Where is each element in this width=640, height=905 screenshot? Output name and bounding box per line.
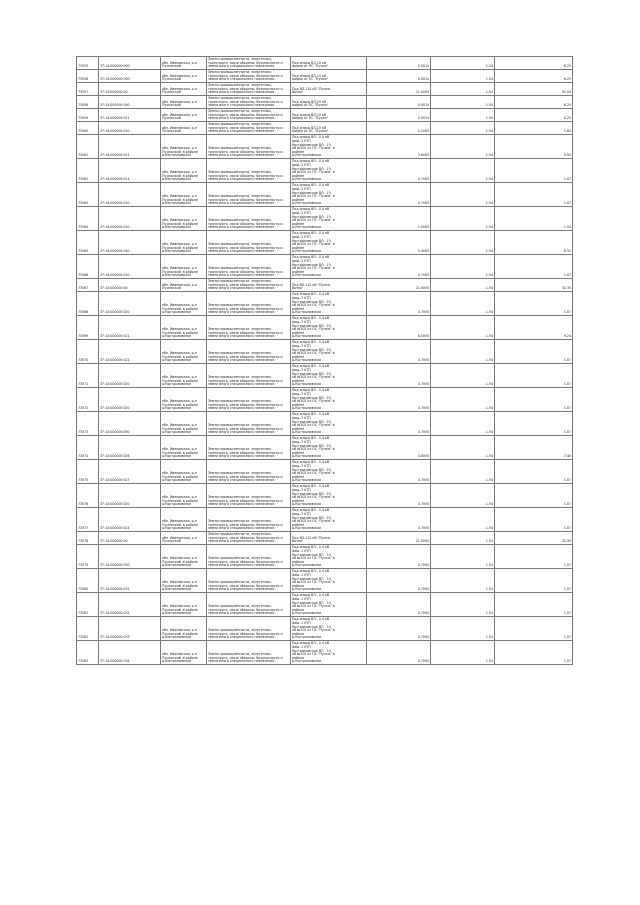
- amount-cell: 1.07: [495, 364, 573, 388]
- row-number-cell: 73556: [77, 70, 99, 83]
- table-row: [77, 641, 573, 665]
- address-cell: обл. Ивановская, р-н Пучежский: [161, 96, 207, 109]
- address-cell: обл. Ивановская, р-н Пучежский: [161, 532, 207, 545]
- rate-cell: 1.54: [431, 484, 495, 508]
- row-number-cell: 73580: [77, 569, 99, 593]
- address-cell: обл. Ивановская, р-н Пучежский, в районе д.Кострыновское: [161, 460, 207, 484]
- area-cell: 0.7000: [367, 412, 431, 436]
- land-plot-table: [76, 56, 573, 665]
- area-cell: 5.4000: [367, 231, 431, 255]
- land-category-cell: Земли промышленности, энергетики, транспорта, связи обороны, безопасности и земли иного специального назначения: [207, 617, 291, 641]
- amount-cell: 6.25: [495, 96, 573, 109]
- permitted-use-cell: Под опоры ВЛ - 0,4 кВ фид.-1 КТП Кострыновское ВЛ - 10 кВ №102 от ПС "Пучеж" в районе д.Кострыновское: [291, 484, 367, 508]
- amount-cell: 1.07: [495, 641, 573, 665]
- table-row: [77, 292, 573, 316]
- amount-cell: 1.07: [495, 617, 573, 641]
- cadastral-number-cell: 37:14:000000:000: [99, 70, 161, 83]
- table-row: [77, 617, 573, 641]
- row-number-cell: 73570: [77, 340, 99, 364]
- land-category-cell: Земли промышленности, энергетики, транспорта, связи обороны, безопасности и земли иного специального назначения: [207, 436, 291, 460]
- amount-cell: 1.07: [495, 255, 573, 279]
- address-cell: обл. Ивановская, р-н Пучежский, в районе д.Кострыновское: [161, 364, 207, 388]
- amount-cell: 92.00: [495, 83, 573, 96]
- amount-cell: 1.54: [495, 207, 573, 231]
- cadastral-number-cell: 37:14:000000:022: [99, 340, 161, 364]
- table-row: [77, 122, 573, 135]
- rate-cell: 1.54: [431, 96, 495, 109]
- row-number-cell: 73565: [77, 231, 99, 255]
- permitted-use-cell: Под опоры ВЛ - 0,4 кВ фид.-1 КТП Кострыновское ВЛ - 10 кВ №102 от ПС "Пучеж" в районе д.Кострыновское: [291, 207, 367, 231]
- address-cell: обл. Ивановская, р-н Пучежский, в районе д.Кострыновское: [161, 593, 207, 617]
- rate-cell: 1.54: [431, 388, 495, 412]
- address-cell: обл. Ивановская, р-н Пучежский, в районе д.Кострыновское: [161, 436, 207, 460]
- address-cell: обл. Ивановская, р-н Пучежский: [161, 57, 207, 70]
- area-cell: 0.7000: [367, 292, 431, 316]
- table-row: [77, 83, 573, 96]
- land-category-cell: Земли промышленности, энергетики, транспорта, связи обороны, безопасности и земли иного специального назначения: [207, 279, 291, 292]
- land-category-cell: Земли промышленности, энергетики, транспорта, связи обороны, безопасности и земли иного специального назначения: [207, 159, 291, 183]
- cadastral-number-cell: 37:14:000000:020: [99, 388, 161, 412]
- cadastral-number-cell: 37:14:000000:026: [99, 436, 161, 460]
- row-number-cell: 73567: [77, 279, 99, 292]
- land-category-cell: Земли промышленности, энергетики, транспорта, связи обороны, безопасности и земли иного специального назначения: [207, 83, 291, 96]
- address-cell: обл. Ивановская, р-н Пучежский: [161, 70, 207, 83]
- area-cell: 0.7000: [367, 545, 431, 569]
- cadastral-number-cell: 37:14:000000:030: [99, 545, 161, 569]
- table-row: [77, 231, 573, 255]
- permitted-use-cell: Под опоры ВЛ - 0,4 кВ фид.-1 КТП Кострыновское ВЛ - 10 кВ №102 от ПС "Пучеж" в районе д.Кострыновское: [291, 364, 367, 388]
- address-cell: обл. Ивановская, р-н Пучежский, в районе д.Кострыновское: [161, 207, 207, 231]
- address-cell: обл. Ивановская, р-н Пучежский, в районе д.Кострыновское: [161, 484, 207, 508]
- land-category-cell: Земли промышленности, энергетики, транспорта, связи обороны, безопасности и земли иного специального назначения: [207, 388, 291, 412]
- rate-cell: 1.54: [431, 207, 495, 231]
- table-row: [77, 96, 573, 109]
- amount-cell: 1.07: [495, 484, 573, 508]
- rate-cell: 1.54: [431, 436, 495, 460]
- table-row: [77, 316, 573, 340]
- table-row: [77, 109, 573, 122]
- permitted-use-cell: Под опоры ВЛ - 0,4 кВ фид.-1 КТП Кострыновское ВЛ - 10 кВ №102 от ПС "Пучеж" в районе д.Кострыновское: [291, 641, 367, 665]
- permitted-use-cell: Под опоры ВЛ - 0,4 кВ фид.-1 КТП Кострыновское ВЛ - 10 кВ №102 от ПС "Пучеж" в районе д.Кострыновское: [291, 292, 367, 316]
- permitted-use-cell: Под опоры ВЛ - 0,4 кВ фид.-1 КТП Кострыновское ВЛ - 10 кВ №102 от ПС "Пучеж" в районе д.Кострыновское: [291, 340, 367, 364]
- amount-cell: 32.35: [495, 532, 573, 545]
- cadastral-number-cell: 37:14:000000:010: [99, 122, 161, 135]
- rate-cell: 1.54: [431, 70, 495, 83]
- address-cell: обл. Ивановская, р-н Пучежский, в районе д.Кострыновское: [161, 545, 207, 569]
- rate-cell: 1.54: [431, 412, 495, 436]
- row-number-cell: 73563: [77, 183, 99, 207]
- table-row: [77, 70, 573, 83]
- cadastral-number-cell: 37:14:000000:010: [99, 207, 161, 231]
- rate-cell: 1.54: [431, 231, 495, 255]
- address-cell: обл. Ивановская, р-н Пучежский, в районе д.Кострыновское: [161, 641, 207, 665]
- amount-cell: 1.07: [495, 340, 573, 364]
- address-cell: обл. Ивановская, р-н Пучежский, в районе д.Кострыновское: [161, 340, 207, 364]
- land-category-cell: Земли промышленности, энергетики, транспорта, связи обороны, безопасности и земли иного специального назначения: [207, 231, 291, 255]
- address-cell: обл. Ивановская, р-н Пучежский, в районе д.Кострыновское: [161, 231, 207, 255]
- rate-cell: 1.54: [431, 292, 495, 316]
- permitted-use-cell: Под опоры ВЛ - 0,4 кВ фид.-1 КТП Кострыновское ВЛ - 10 кВ №102 от ПС "Пучеж" в районе д.Кострыновское: [291, 388, 367, 412]
- land-category-cell: Земли промышленности, энергетики, транспорта, связи обороны, безопасности и земли иного специального назначения: [207, 545, 291, 569]
- row-number-cell: 73573: [77, 412, 99, 436]
- address-cell: обл. Ивановская, р-н Пучежский, в районе д.Кострыновское: [161, 255, 207, 279]
- permitted-use-cell: Под опоры ВЛ-10 кВ фидер от ПС "Пучеж": [291, 57, 367, 70]
- rate-cell: 1.54: [431, 617, 495, 641]
- permitted-use-cell: Под опоры ВЛ-10 кВ фидер от ПС "Пучеж": [291, 70, 367, 83]
- area-cell: 0.7000: [367, 183, 431, 207]
- permitted-use-cell: Под опоры ВЛ - 0,4 кВ фид.-1 КТП Кострыновское ВЛ - 10 кВ №102 от ПС "Пучеж" в районе д.Кострыновское: [291, 183, 367, 207]
- row-number-cell: 73576: [77, 484, 99, 508]
- row-number-cell: 73572: [77, 388, 99, 412]
- permitted-use-cell: Под опоры ВЛ - 0,4 кВ фид.-1 КТП Кострыновское ВЛ - 10 кВ №102 от ПС "Пучеж" в районе д.Кострыновское: [291, 436, 367, 460]
- rate-cell: 1.54: [431, 255, 495, 279]
- amount-cell: 6.25: [495, 57, 573, 70]
- row-number-cell: 73579: [77, 545, 99, 569]
- permitted-use-cell: Под опоры ВЛ-10 кВ фидер от ПС "Пучеж": [291, 122, 367, 135]
- cadastral-number-cell: 37:14:000000:033: [99, 617, 161, 641]
- area-cell: 1.0000: [367, 207, 431, 231]
- area-cell: 0.7000: [367, 617, 431, 641]
- table-row: [77, 183, 573, 207]
- table-row: [77, 532, 573, 545]
- rate-cell: 1.54: [431, 57, 495, 70]
- rate-cell: 1.54: [431, 545, 495, 569]
- table-row: [77, 57, 573, 70]
- row-number-cell: 73566: [77, 255, 99, 279]
- row-number-cell: 73577: [77, 508, 99, 532]
- land-category-cell: Земли промышленности, энергетики, транспорта, связи обороны, безопасности и земли иного специального назначения: [207, 135, 291, 159]
- address-cell: обл. Ивановская, р-н Пучежский, в районе д.Кострыновское: [161, 388, 207, 412]
- permitted-use-cell: Под опоры ВЛ - 0,4 кВ фид.-1 КТП Кострыновское ВЛ - 10 кВ №102 от ПС "Пучеж" в районе д.Кострыновское: [291, 460, 367, 484]
- amount-cell: 5.55: [495, 135, 573, 159]
- land-category-cell: Земли промышленности, энергетики, транспорта, связи обороны, безопасности и земли иного специального назначения: [207, 412, 291, 436]
- permitted-use-cell: Под опоры ВЛ - 0,4 кВ фид.-1 КТП Кострыновское ВЛ - 10 кВ №102 от ПС "Пучеж" в районе д.Кострыновское: [291, 316, 367, 340]
- table-row: [77, 159, 573, 183]
- address-cell: обл. Ивановская, р-н Пучежский, в районе д.Кострыновское: [161, 159, 207, 183]
- row-number-cell: 73564: [77, 207, 99, 231]
- cadastral-number-cell: 37:14:000000:020: [99, 484, 161, 508]
- table-row: [77, 255, 573, 279]
- row-number-cell: 73581: [77, 593, 99, 617]
- table-row: [77, 340, 573, 364]
- amount-cell: 9.24: [495, 316, 573, 340]
- row-number-cell: 73562: [77, 159, 99, 183]
- amount-cell: 1.84: [495, 122, 573, 135]
- amount-cell: 1.07: [495, 292, 573, 316]
- address-cell: обл. Ивановская, р-н Пучежский: [161, 109, 207, 122]
- permitted-use-cell: Под опоры ВЛ - 0,4 кВ фид.-1 КТП Кострыновское ВЛ - 10 кВ №102 от ПС "Пучеж" в районе д.Кострыновское: [291, 617, 367, 641]
- area-cell: 21.0000: [367, 532, 431, 545]
- cadastral-number-cell: 37:14:000000:040: [99, 231, 161, 255]
- rate-cell: 1.54: [431, 364, 495, 388]
- row-number-cell: 73574: [77, 436, 99, 460]
- rate-cell: 1.54: [431, 279, 495, 292]
- table-body: [77, 57, 573, 665]
- permitted-use-cell: Под опоры ВЛ - 0,4 кВ фид.-1 КТП Кострыновское ВЛ - 10 кВ №102 от ПС "Пучеж" в районе д.Кострыновское: [291, 508, 367, 532]
- row-number-cell: 73583: [77, 641, 99, 665]
- table-row: [77, 569, 573, 593]
- permitted-use-cell: Под ВЛ-110 кВ "Пучеж- Возно": [291, 279, 367, 292]
- area-cell: 0.0014: [367, 57, 431, 70]
- area-cell: 0.0014: [367, 70, 431, 83]
- amount-cell: 6.25: [495, 70, 573, 83]
- permitted-use-cell: Под опоры ВЛ - 0,4 кВ фид.-1 КТП Кострыновское ВЛ - 10 кВ №102 от ПС "Пучеж" в районе д.Кострыновское: [291, 569, 367, 593]
- area-cell: 6.0000: [367, 316, 431, 340]
- table-row: [77, 412, 573, 436]
- address-cell: обл. Ивановская, р-н Пучежский: [161, 122, 207, 135]
- land-category-cell: Земли промышленности, энергетики, транспорта, связи обороны, безопасности и земли иного специального назначения: [207, 532, 291, 545]
- row-number-cell: 73571: [77, 364, 99, 388]
- cadastral-number-cell: 37:14:000000:000: [99, 412, 161, 436]
- rate-cell: 1.54: [431, 593, 495, 617]
- land-category-cell: Земли промышленности, энергетики, транспорта, связи обороны, безопасности и земли иного специального назначения: [207, 292, 291, 316]
- area-cell: 0.0014: [367, 96, 431, 109]
- rate-cell: 1.54: [431, 460, 495, 484]
- area-cell: 21.0000: [367, 83, 431, 96]
- area-cell: 0.7000: [367, 593, 431, 617]
- cadastral-number-cell: 37:14:000000:000: [99, 57, 161, 70]
- table-row: [77, 364, 573, 388]
- area-cell: 0.7000: [367, 255, 431, 279]
- cadastral-number-cell: 37:14:000000:027: [99, 460, 161, 484]
- row-number-cell: 73569: [77, 316, 99, 340]
- land-category-cell: Земли промышленности, энергетики, транспорта, связи обороны, безопасности и земли иного специального назначения: [207, 255, 291, 279]
- land-category-cell: Земли промышленности, энергетики, транспорта, связи обороны, безопасности и земли иного специального назначения: [207, 70, 291, 83]
- land-category-cell: Земли промышленности, энергетики, транспорта, связи обороны, безопасности и земли иного специального назначения: [207, 569, 291, 593]
- cadastral-number-cell: 37:14:000000:020: [99, 292, 161, 316]
- permitted-use-cell: Под опоры ВЛ - 0,4 кВ фид.-1 КТП Кострыновское ВЛ - 10 кВ №102 от ПС "Пучеж" в районе д.Кострыновское: [291, 231, 367, 255]
- row-number-cell: 73561: [77, 135, 99, 159]
- cadastral-number-cell: 37:14:000000:021: [99, 316, 161, 340]
- permitted-use-cell: Под ВЛ-110 кВ "Пучеж- Возно": [291, 83, 367, 96]
- cadastral-number-cell: 37:14:000000:00: [99, 532, 161, 545]
- table-row: [77, 207, 573, 231]
- amount-cell: 1.07: [495, 545, 573, 569]
- address-cell: обл. Ивановская, р-н Пучежский, в районе д.Кострыновское: [161, 508, 207, 532]
- land-category-cell: Земли промышленности, энергетики, транспорта, связи обороны, безопасности и земли иного специального назначения: [207, 207, 291, 231]
- cadastral-number-cell: 37:14:000000:031: [99, 569, 161, 593]
- row-number-cell: 73557: [77, 83, 99, 96]
- address-cell: обл. Ивановская, р-н Пучежский, в районе д.Кострыновское: [161, 617, 207, 641]
- table-row: [77, 593, 573, 617]
- amount-cell: 1.07: [495, 569, 573, 593]
- land-category-cell: Земли промышленности, энергетики, транспорта, связи обороны, безопасности и земли иного специального назначения: [207, 96, 291, 109]
- area-cell: 0.7000: [367, 364, 431, 388]
- address-cell: обл. Ивановская, р-н Пучежский, в районе д.Кострыновское: [161, 316, 207, 340]
- cadastral-number-cell: 37:14:000000:00: [99, 279, 161, 292]
- land-category-cell: Земли промышленности, энергетики, транспорта, связи обороны, безопасности и земли иного специального назначения: [207, 460, 291, 484]
- address-cell: обл. Ивановская, р-н Пучежский, в районе д.Кострыновское: [161, 292, 207, 316]
- area-cell: 0.7000: [367, 484, 431, 508]
- rate-cell: 1.54: [431, 508, 495, 532]
- permitted-use-cell: Под опоры ВЛ - 0,4 кВ фид.-1 КТП Кострыновское ВЛ - 10 кВ №102 от ПС "Пучеж" в районе д.Кострыновское: [291, 255, 367, 279]
- table-row: [77, 545, 573, 569]
- area-cell: 1.2000: [367, 122, 431, 135]
- amount-cell: 1.07: [495, 508, 573, 532]
- table-row: [77, 484, 573, 508]
- rate-cell: 1.54: [431, 340, 495, 364]
- amount-cell: 8.32: [495, 231, 573, 255]
- land-category-cell: Земли промышленности, энергетики, транспорта, связи обороны, безопасности и земли иного специального назначения: [207, 593, 291, 617]
- address-cell: обл. Ивановская, р-н Пучежский, в районе д.Кострыновское: [161, 183, 207, 207]
- rate-cell: 1.54: [431, 135, 495, 159]
- permitted-use-cell: Под опоры ВЛ-10 кВ фидер от ПС "Пучеж": [291, 96, 367, 109]
- land-category-cell: Земли промышленности, энергетики, транспорта, связи обороны, безопасности и земли иного специального назначения: [207, 484, 291, 508]
- cadastral-number-cell: 37:14:000000:020: [99, 364, 161, 388]
- area-cell: 0.7000: [367, 388, 431, 412]
- permitted-use-cell: Под опоры ВЛ - 0,4 кВ фид.-1 КТП Кострыновское ВЛ - 10 кВ №102 от ПС "Пучеж" в районе д.Кострыновское: [291, 135, 367, 159]
- land-category-cell: Земли промышленности, энергетики, транспорта, связи обороны, безопасности и земли иного специального назначения: [207, 316, 291, 340]
- rate-cell: 1.54: [431, 569, 495, 593]
- permitted-use-cell: Под ВЛ-110 кВ "Пучеж- Возно": [291, 532, 367, 545]
- area-cell: 21.0000: [367, 279, 431, 292]
- address-cell: обл. Ивановская, р-н Пучежский: [161, 279, 207, 292]
- amount-cell: 1.07: [495, 159, 573, 183]
- permitted-use-cell: Под опоры ВЛ - 0,4 кВ фид.-1 КТП Кострыновское ВЛ - 10 кВ №102 от ПС "Пучеж" в районе д.Кострыновское: [291, 159, 367, 183]
- address-cell: обл. Ивановская, р-н Пучежский, в районе д.Кострыновское: [161, 135, 207, 159]
- address-cell: обл. Ивановская, р-н Пучежский: [161, 83, 207, 96]
- cadastral-number-cell: 37:14:000000:014: [99, 159, 161, 183]
- table-row: [77, 388, 573, 412]
- address-cell: обл. Ивановская, р-н Пучежский, в районе д.Кострыновское: [161, 569, 207, 593]
- area-cell: 4.8000: [367, 436, 431, 460]
- area-cell: 0.0014: [367, 109, 431, 122]
- land-category-cell: Земли промышленности, энергетики, транспорта, связи обороны, безопасности и земли иного специального назначения: [207, 57, 291, 70]
- land-category-cell: Земли промышленности, энергетики, транспорта, связи обороны, безопасности и земли иного специального назначения: [207, 641, 291, 665]
- area-cell: 0.7000: [367, 641, 431, 665]
- amount-cell: 7.40: [495, 436, 573, 460]
- row-number-cell: 73559: [77, 109, 99, 122]
- cadastral-number-cell: 37:14:000000:000: [99, 96, 161, 109]
- row-number-cell: 73575: [77, 460, 99, 484]
- cadastral-number-cell: 37:14:000000:011: [99, 135, 161, 159]
- row-number-cell: 73555: [77, 57, 99, 70]
- row-number-cell: 73582: [77, 617, 99, 641]
- permitted-use-cell: Под опоры ВЛ - 0,4 кВ фид.-1 КТП Кострыновское ВЛ - 10 кВ №102 от ПС "Пучеж" в районе д.Кострыновское: [291, 412, 367, 436]
- land-category-cell: Земли промышленности, энергетики, транспорта, связи обороны, безопасности и земли иного специального назначения: [207, 340, 291, 364]
- amount-cell: 1.07: [495, 460, 573, 484]
- amount-cell: 6.25: [495, 109, 573, 122]
- cadastral-number-cell: 37:14:000000:024: [99, 508, 161, 532]
- amount-cell: 32.35: [495, 279, 573, 292]
- amount-cell: 1.07: [495, 183, 573, 207]
- area-cell: 0.7000: [367, 508, 431, 532]
- rate-cell: 1.54: [431, 122, 495, 135]
- cadastral-number-cell: 37:14:000000:011: [99, 109, 161, 122]
- amount-cell: 1.07: [495, 593, 573, 617]
- area-cell: 0.7000: [367, 460, 431, 484]
- rate-cell: 1.54: [431, 109, 495, 122]
- permitted-use-cell: Под опоры ВЛ - 0,4 кВ фид.-1 КТП Кострыновское ВЛ - 10 кВ №102 от ПС "Пучеж" в районе д.Кострыновское: [291, 545, 367, 569]
- area-cell: 0.7000: [367, 340, 431, 364]
- amount-cell: 1.07: [495, 412, 573, 436]
- land-category-cell: Земли промышленности, энергетики, транспорта, связи обороны, безопасности и земли иного специального назначения: [207, 183, 291, 207]
- row-number-cell: 73568: [77, 292, 99, 316]
- table-row: [77, 460, 573, 484]
- rate-cell: 1.54: [431, 183, 495, 207]
- permitted-use-cell: Под опоры ВЛ - 0,4 кВ фид.-1 КТП Кострыновское ВЛ - 10 кВ №102 от ПС "Пучеж" в районе д.Кострыновское: [291, 593, 367, 617]
- amount-cell: 1.07: [495, 388, 573, 412]
- rate-cell: 1.54: [431, 316, 495, 340]
- cadastral-number-cell: 37:14:000000:032: [99, 593, 161, 617]
- land-category-cell: Земли промышленности, энергетики, транспорта, связи обороны, безопасности и земли иного специального назначения: [207, 508, 291, 532]
- table-row: [77, 279, 573, 292]
- area-cell: 3.6000: [367, 135, 431, 159]
- cadastral-number-cell: 37:14:000000:010: [99, 183, 161, 207]
- land-category-cell: Земли промышленности, энергетики, транспорта, связи обороны, безопасности и земли иного специального назначения: [207, 109, 291, 122]
- cadastral-number-cell: 37:14:000000:034: [99, 641, 161, 665]
- table-row: [77, 436, 573, 460]
- permitted-use-cell: Под опоры ВЛ-10 кВ фидер от ПС "Пучеж": [291, 109, 367, 122]
- rate-cell: 1.54: [431, 159, 495, 183]
- area-cell: 0.7000: [367, 159, 431, 183]
- row-number-cell: 73558: [77, 96, 99, 109]
- address-cell: обл. Ивановская, р-н Пучежский, в районе д.Кострыновское: [161, 412, 207, 436]
- rate-cell: 1.54: [431, 83, 495, 96]
- cadastral-number-cell: 37:14:000000:010: [99, 255, 161, 279]
- land-category-cell: Земли промышленности, энергетики, транспорта, связи обороны, безопасности и земли иного специального назначения: [207, 364, 291, 388]
- table-row: [77, 135, 573, 159]
- rate-cell: 1.54: [431, 532, 495, 545]
- rate-cell: 1.54: [431, 641, 495, 665]
- table-row: [77, 508, 573, 532]
- cadastral-number-cell: 37:14:000000:00: [99, 83, 161, 96]
- area-cell: 0.7000: [367, 569, 431, 593]
- row-number-cell: 73578: [77, 532, 99, 545]
- row-number-cell: 73560: [77, 122, 99, 135]
- land-category-cell: Земли промышленности, энергетики, транспорта, связи обороны, безопасности и земли иного специального назначения: [207, 122, 291, 135]
